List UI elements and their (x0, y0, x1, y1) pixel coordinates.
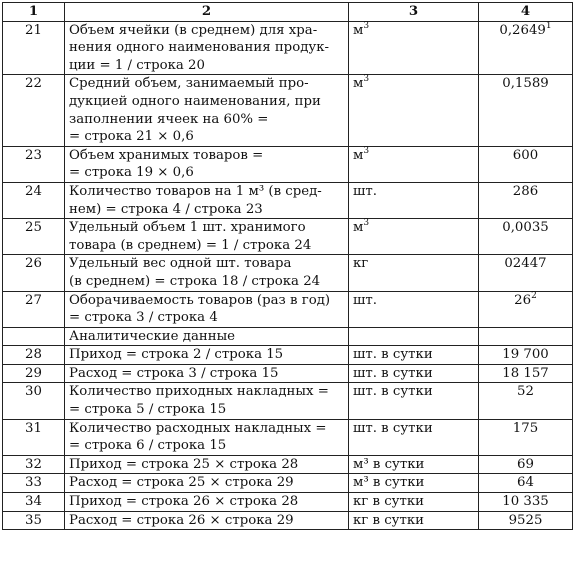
description-line: дукцией одного наименования, при (69, 93, 321, 109)
table-row (3, 21, 573, 75)
unit-cell (349, 219, 479, 255)
description-line: нения одного наименования продук- (69, 40, 330, 56)
unit-cell (349, 383, 479, 419)
description-line: товара (в среднем) = 1 / строка 24 (69, 237, 312, 253)
table-row (3, 364, 573, 383)
unit-superscript: 3 (363, 74, 370, 85)
indicator-description (65, 455, 349, 474)
unit-cell (349, 511, 479, 530)
description-line: Приход = строка 2 / строка 15 (69, 347, 284, 363)
unit-superscript: 3 (363, 218, 370, 229)
row-number: 33 (3, 474, 65, 493)
row-number: 23 (3, 146, 65, 182)
unit-text: м (353, 147, 364, 163)
unit-superscript: 3 (363, 20, 370, 31)
table-row (3, 75, 573, 146)
table-row (3, 291, 573, 327)
indicator-description (65, 511, 349, 530)
header-cell-2: 2 (65, 3, 349, 22)
value-text: 0,0035 (502, 220, 549, 236)
table-row (3, 511, 573, 530)
row-number: 25 (3, 219, 65, 255)
indicator-description (65, 219, 349, 255)
value-cell (479, 219, 573, 255)
indicator-description (65, 493, 349, 512)
header-cell-1: 1 (3, 3, 65, 22)
description-line: Количество товаров на 1 м³ (в сред- (69, 183, 322, 199)
unit-text: м (353, 220, 364, 236)
description-line: Количество расходных накладных = (69, 420, 327, 436)
description-line: Объем хранимых товаров = (69, 147, 264, 163)
row-number: 22 (3, 75, 65, 146)
value-text: 69 (517, 456, 534, 472)
table-row (3, 383, 573, 419)
unit-cell (349, 75, 479, 146)
value-text: 9525 (508, 512, 543, 528)
value-cell (479, 291, 573, 327)
unit-cell (349, 364, 479, 383)
value-text: 18 157 (502, 365, 549, 381)
unit-text: кг в сутки (353, 512, 425, 528)
row-number: 35 (3, 511, 65, 530)
indicator-description (65, 474, 349, 493)
header-cell-3: 3 (349, 3, 479, 22)
unit-cell (349, 21, 479, 75)
description-line: Приход = строка 26 × строка 28 (69, 494, 299, 510)
unit-text: шт. в сутки (353, 347, 433, 363)
header-row (3, 3, 573, 22)
value-text: 175 (512, 420, 539, 436)
row-number: 31 (3, 419, 65, 455)
unit-text: м³ в сутки (353, 475, 425, 491)
indicator-description (65, 182, 349, 218)
value-cell (479, 383, 573, 419)
value-text: 0,1589 (502, 76, 549, 92)
indicator-description (65, 21, 349, 75)
description-line: Расход = строка 25 × строка 29 (69, 475, 294, 491)
unit-cell (349, 255, 479, 291)
value-cell (479, 511, 573, 530)
indicator-description (65, 419, 349, 455)
table-row (3, 474, 573, 493)
unit-text: м (353, 76, 364, 92)
value-text: 64 (517, 475, 534, 491)
value-cell (479, 146, 573, 182)
table-row (3, 346, 573, 365)
value-text: 26 (514, 292, 532, 308)
value-cell (479, 364, 573, 383)
description-line: Количество приходных накладных = (69, 384, 329, 400)
unit-text: шт. в сутки (353, 420, 433, 436)
table-row (3, 493, 573, 512)
description-line: ции = 1 / строка 20 (69, 57, 205, 73)
table-body (3, 21, 573, 530)
unit-cell (349, 291, 479, 327)
description-line: (в среднем) = строка 18 / строка 24 (69, 273, 321, 289)
unit-cell (349, 346, 479, 365)
indicator-description (65, 146, 349, 182)
unit-text: шт. (353, 292, 377, 308)
unit-cell (349, 146, 479, 182)
value-text: 600 (512, 147, 539, 163)
description-line: Расход = строка 3 / строка 15 (69, 365, 279, 381)
footnote-mark: 1 (545, 20, 552, 31)
value-cell (479, 419, 573, 455)
indicator-description (65, 75, 349, 146)
table-row (3, 327, 573, 346)
table-row (3, 182, 573, 218)
indicator-description (65, 327, 349, 346)
description-line: Расход = строка 26 × строка 29 (69, 512, 294, 528)
description-line: Средний объем, занимаемый про- (69, 76, 309, 92)
table-row (3, 419, 573, 455)
value-text: 10 335 (502, 494, 549, 510)
value-text: 0,2649 (499, 22, 546, 38)
row-number: 24 (3, 182, 65, 218)
row-number: 30 (3, 383, 65, 419)
description-line: нем) = строка 4 / строка 23 (69, 201, 263, 217)
value-cell (479, 21, 573, 75)
value-cell (479, 346, 573, 365)
value-text: 52 (517, 384, 534, 400)
value-cell (479, 75, 573, 146)
table-row (3, 455, 573, 474)
unit-text: м³ в сутки (353, 456, 425, 472)
header-cell-4: 4 (479, 3, 573, 22)
row-number: 29 (3, 364, 65, 383)
value-text: 19 700 (502, 347, 549, 363)
value-cell (479, 255, 573, 291)
value-cell (479, 327, 573, 346)
unit-text: кг в сутки (353, 494, 425, 510)
value-cell (479, 474, 573, 493)
unit-cell (349, 419, 479, 455)
value-cell (479, 182, 573, 218)
unit-cell (349, 455, 479, 474)
description-line: = строка 3 / строка 4 (69, 310, 218, 326)
indicator-description (65, 291, 349, 327)
description-line: Оборачиваемость товаров (раз в год) (69, 292, 331, 308)
value-text: 286 (512, 183, 539, 199)
unit-text: м (353, 22, 364, 38)
unit-cell (349, 493, 479, 512)
unit-cell (349, 474, 479, 493)
footnote-mark: 2 (531, 290, 537, 301)
description-line: Удельный вес одной шт. товара (69, 256, 292, 272)
row-number: 21 (3, 21, 65, 75)
row-number: 26 (3, 255, 65, 291)
unit-cell (349, 327, 479, 346)
description-line: = строка 21 × 0,6 (69, 129, 194, 145)
description-line: Удельный объем 1 шт. хранимого (69, 220, 306, 236)
row-number: 27 (3, 291, 65, 327)
value-text: 02447 (504, 256, 547, 272)
indicator-description (65, 255, 349, 291)
unit-text: шт. в сутки (353, 384, 433, 400)
unit-text: шт. (353, 183, 377, 199)
description-line: заполнении ячеек на 60% = (69, 111, 269, 127)
row-number: 32 (3, 455, 65, 474)
unit-cell (349, 182, 479, 218)
table-row (3, 219, 573, 255)
indicator-description (65, 346, 349, 365)
unit-superscript: 3 (363, 145, 370, 156)
data-table (2, 2, 573, 530)
unit-text: шт. в сутки (353, 365, 433, 381)
indicator-description (65, 364, 349, 383)
description-line: Объем ячейки (в среднем) для хра- (69, 22, 318, 38)
description-line: Приход = строка 25 × строка 28 (69, 456, 299, 472)
description-line: = строка 19 × 0,6 (69, 165, 194, 181)
unit-text: кг (353, 256, 369, 272)
table-row (3, 146, 573, 182)
table-row (3, 255, 573, 291)
value-cell (479, 455, 573, 474)
description-line: = строка 5 / строка 15 (69, 402, 227, 418)
row-number: 28 (3, 346, 65, 365)
row-number (3, 327, 65, 346)
row-number: 34 (3, 493, 65, 512)
description-line: Аналитические данные (69, 328, 236, 344)
description-line: = строка 6 / строка 15 (69, 438, 227, 454)
value-cell (479, 493, 573, 512)
indicator-description (65, 383, 349, 419)
